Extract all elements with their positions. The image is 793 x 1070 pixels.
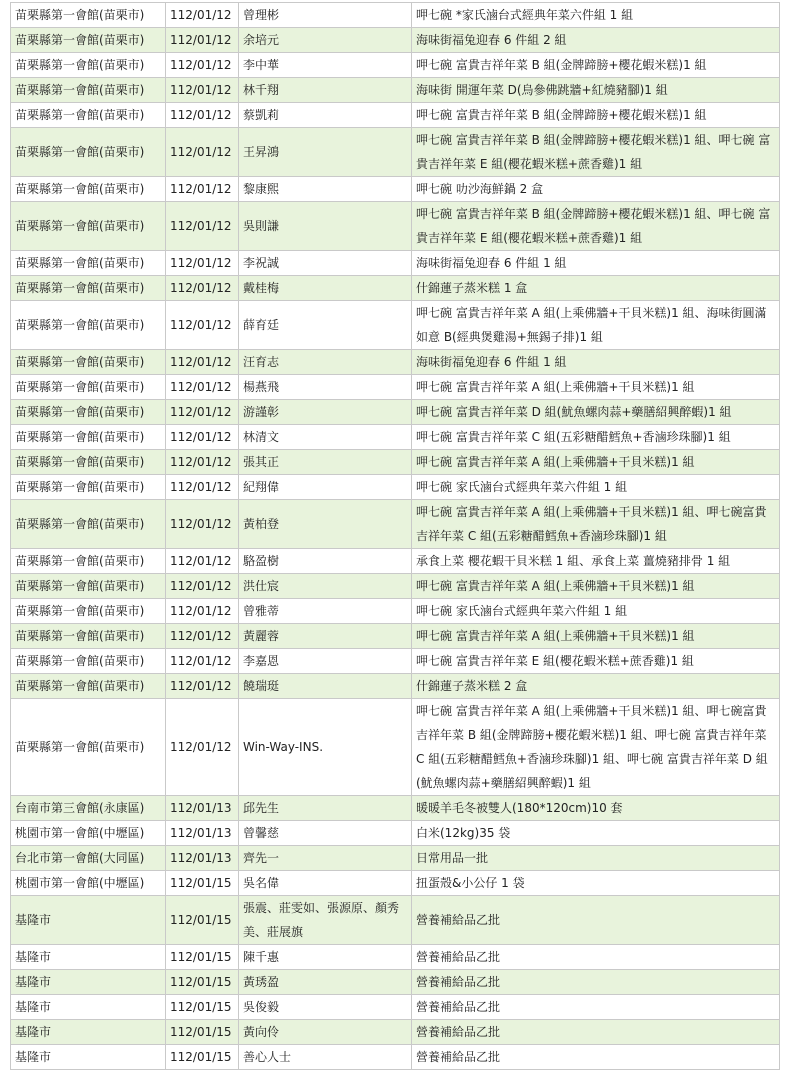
date-cell: 112/01/12 <box>166 276 239 301</box>
item-cell: 呷七碗 富貴吉祥年菜 A 組(上乘佛牆+干貝米糕)1 組、呷七碗富貴吉祥年菜 B 組(金牌蹄膀+櫻花蝦米糕)1 組、呷七碗 富貴吉祥年菜 C 組(五彩糖醋鱈魚+香滷珍珠腳)1 組、呷七碗 富貴吉祥年菜 D 組(魷魚螺肉蒜+藥膳紹興醉蝦)1 組 <box>412 699 780 796</box>
date-cell: 112/01/13 <box>166 796 239 821</box>
donor-cell: 張震、莊雯如、張源原、顏秀美、莊展旗 <box>239 896 412 945</box>
org-cell: 桃園市第一會館(中壢區) <box>11 821 166 846</box>
item-cell: 呷七碗 富貴吉祥年菜 A 組(上乘佛牆+干貝米糕)1 組 <box>412 574 780 599</box>
item-cell: 呷七碗 富貴吉祥年菜 D 組(魷魚螺肉蒜+藥膳紹興醉蝦)1 組 <box>412 400 780 425</box>
org-cell: 苗栗縣第一會館(苗栗市) <box>11 699 166 796</box>
table-row <box>11 796 780 821</box>
item-cell: 扭蛋殼&小公仔 1 袋 <box>412 871 780 896</box>
item-cell: 什錦蓮子蒸米糕 2 盒 <box>412 674 780 699</box>
org-cell: 苗栗縣第一會館(苗栗市) <box>11 549 166 574</box>
item-cell: 呷七碗 富貴吉祥年菜 B 組(金牌蹄膀+櫻花蝦米糕)1 組、呷七碗 富貴吉祥年菜 E 組(櫻花蝦米糕+蔗香雞)1 組 <box>412 128 780 177</box>
item-cell: 營養補給品乙批 <box>412 995 780 1020</box>
date-cell: 112/01/12 <box>166 103 239 128</box>
org-cell: 苗栗縣第一會館(苗栗市) <box>11 425 166 450</box>
item-cell: 呷七碗 家氏滷台式經典年菜六件組 1 組 <box>412 599 780 624</box>
date-cell: 112/01/12 <box>166 574 239 599</box>
date-cell: 112/01/12 <box>166 202 239 251</box>
org-cell: 苗栗縣第一會館(苗栗市) <box>11 450 166 475</box>
table-row <box>11 350 780 375</box>
date-cell: 112/01/15 <box>166 970 239 995</box>
org-cell: 苗栗縣第一會館(苗栗市) <box>11 301 166 350</box>
date-cell: 112/01/12 <box>166 78 239 103</box>
table-row <box>11 276 780 301</box>
table-row <box>11 599 780 624</box>
table-row <box>11 574 780 599</box>
org-cell: 桃園市第一會館(中壢區) <box>11 871 166 896</box>
item-cell: 呷七碗 *家氏滷台式經典年菜六件組 1 組 <box>412 3 780 28</box>
org-cell: 苗栗縣第一會館(苗栗市) <box>11 128 166 177</box>
donation-table <box>10 2 780 1070</box>
date-cell: 112/01/15 <box>166 995 239 1020</box>
table-row <box>11 970 780 995</box>
donor-cell: 吳名偉 <box>239 871 412 896</box>
donor-cell: 林清文 <box>239 425 412 450</box>
date-cell: 112/01/12 <box>166 624 239 649</box>
donor-cell: 蔡凱莉 <box>239 103 412 128</box>
donor-cell: 李祝誠 <box>239 251 412 276</box>
donor-cell: 王昇鴻 <box>239 128 412 177</box>
item-cell: 呷七碗 富貴吉祥年菜 B 組(金牌蹄膀+櫻花蝦米糕)1 組 <box>412 103 780 128</box>
date-cell: 112/01/13 <box>166 821 239 846</box>
donor-cell: 齊先一 <box>239 846 412 871</box>
item-cell: 日常用品一批 <box>412 846 780 871</box>
item-cell: 承食上菜 櫻花蝦干貝米糕 1 組、承食上菜 薑燒豬排骨 1 組 <box>412 549 780 574</box>
org-cell: 台北市第一會館(大同區) <box>11 846 166 871</box>
org-cell: 基隆市 <box>11 995 166 1020</box>
donor-cell: 陳千惠 <box>239 945 412 970</box>
table-row <box>11 400 780 425</box>
item-cell: 營養補給品乙批 <box>412 1020 780 1045</box>
table-row <box>11 28 780 53</box>
date-cell: 112/01/15 <box>166 871 239 896</box>
date-cell: 112/01/12 <box>166 375 239 400</box>
table-row <box>11 177 780 202</box>
item-cell: 營養補給品乙批 <box>412 896 780 945</box>
table-row <box>11 995 780 1020</box>
date-cell: 112/01/12 <box>166 425 239 450</box>
date-cell: 112/01/12 <box>166 3 239 28</box>
table-row <box>11 674 780 699</box>
donor-cell: 林千翔 <box>239 78 412 103</box>
table-row <box>11 425 780 450</box>
org-cell: 苗栗縣第一會館(苗栗市) <box>11 574 166 599</box>
date-cell: 112/01/12 <box>166 177 239 202</box>
org-cell: 苗栗縣第一會館(苗栗市) <box>11 350 166 375</box>
donor-cell: 戴桂梅 <box>239 276 412 301</box>
donor-cell: 黎康熙 <box>239 177 412 202</box>
item-cell: 海味街福兔迎春 6 件組 1 組 <box>412 251 780 276</box>
item-cell: 營養補給品乙批 <box>412 1045 780 1070</box>
org-cell: 苗栗縣第一會館(苗栗市) <box>11 500 166 549</box>
item-cell: 呷七碗 富貴吉祥年菜 A 組(上乘佛牆+干貝米糕)1 組、海味街圓滿如意 B(經典煲雞湯+無錫子排)1 組 <box>412 301 780 350</box>
donation-table-body <box>11 3 780 1070</box>
date-cell: 112/01/12 <box>166 350 239 375</box>
table-row <box>11 53 780 78</box>
date-cell: 112/01/12 <box>166 649 239 674</box>
org-cell: 苗栗縣第一會館(苗栗市) <box>11 475 166 500</box>
table-row <box>11 202 780 251</box>
org-cell: 苗栗縣第一會館(苗栗市) <box>11 103 166 128</box>
donor-cell: 黃柏登 <box>239 500 412 549</box>
item-cell: 暖暖羊毛冬被雙人(180*120cm)10 套 <box>412 796 780 821</box>
org-cell: 苗栗縣第一會館(苗栗市) <box>11 400 166 425</box>
item-cell: 呷七碗 家氏滷台式經典年菜六件組 1 組 <box>412 475 780 500</box>
date-cell: 112/01/13 <box>166 846 239 871</box>
table-row <box>11 549 780 574</box>
donor-cell: 游謹彰 <box>239 400 412 425</box>
date-cell: 112/01/12 <box>166 400 239 425</box>
date-cell: 112/01/12 <box>166 549 239 574</box>
donor-cell: 善心人士 <box>239 1045 412 1070</box>
date-cell: 112/01/12 <box>166 128 239 177</box>
table-row <box>11 624 780 649</box>
donor-cell: 駱盈樹 <box>239 549 412 574</box>
item-cell: 白米(12kg)35 袋 <box>412 821 780 846</box>
date-cell: 112/01/12 <box>166 475 239 500</box>
date-cell: 112/01/12 <box>166 450 239 475</box>
donor-cell: 楊燕飛 <box>239 375 412 400</box>
org-cell: 基隆市 <box>11 1045 166 1070</box>
item-cell: 呷七碗 富貴吉祥年菜 C 組(五彩糖醋鱈魚+香滷珍珠腳)1 組 <box>412 425 780 450</box>
date-cell: 112/01/12 <box>166 674 239 699</box>
table-row <box>11 1020 780 1045</box>
donor-cell: 邱先生 <box>239 796 412 821</box>
date-cell: 112/01/15 <box>166 1045 239 1070</box>
donor-cell: 曾雅蒂 <box>239 599 412 624</box>
donor-cell: 曾馨慈 <box>239 821 412 846</box>
table-row <box>11 871 780 896</box>
org-cell: 苗栗縣第一會館(苗栗市) <box>11 202 166 251</box>
org-cell: 台南市第三會館(永康區) <box>11 796 166 821</box>
org-cell: 基隆市 <box>11 945 166 970</box>
table-row <box>11 251 780 276</box>
date-cell: 112/01/12 <box>166 301 239 350</box>
item-cell: 呷七碗 富貴吉祥年菜 E 組(櫻花蝦米糕+蔗香雞)1 組 <box>412 649 780 674</box>
table-row <box>11 375 780 400</box>
table-row <box>11 649 780 674</box>
table-row <box>11 500 780 549</box>
donor-cell: 洪仕宸 <box>239 574 412 599</box>
donor-cell: 黃向伶 <box>239 1020 412 1045</box>
date-cell: 112/01/12 <box>166 500 239 549</box>
date-cell: 112/01/15 <box>166 1020 239 1045</box>
item-cell: 海味街福兔迎春 6 件組 1 組 <box>412 350 780 375</box>
table-row <box>11 699 780 796</box>
item-cell: 營養補給品乙批 <box>412 970 780 995</box>
item-cell: 呷七碗 富貴吉祥年菜 A 組(上乘佛牆+干貝米糕)1 組 <box>412 375 780 400</box>
item-cell: 什錦蓮子蒸米糕 1 盒 <box>412 276 780 301</box>
donor-cell: 黃琇盈 <box>239 970 412 995</box>
table-row <box>11 475 780 500</box>
date-cell: 112/01/12 <box>166 699 239 796</box>
item-cell: 呷七碗 富貴吉祥年菜 B 組(金牌蹄膀+櫻花蝦米糕)1 組、呷七碗 富貴吉祥年菜 E 組(櫻花蝦米糕+蔗香雞)1 組 <box>412 202 780 251</box>
table-row <box>11 450 780 475</box>
org-cell: 基隆市 <box>11 896 166 945</box>
org-cell: 苗栗縣第一會館(苗栗市) <box>11 177 166 202</box>
date-cell: 112/01/12 <box>166 599 239 624</box>
table-row <box>11 3 780 28</box>
item-cell: 海味街 開運年菜 D(烏參佛跳牆+紅燒豬腳)1 組 <box>412 78 780 103</box>
date-cell: 112/01/15 <box>166 896 239 945</box>
donor-cell: 張其正 <box>239 450 412 475</box>
table-row <box>11 78 780 103</box>
donor-cell: 黃麗蓉 <box>239 624 412 649</box>
table-row <box>11 128 780 177</box>
donor-cell: 吳俊毅 <box>239 995 412 1020</box>
donor-cell: Win-Way-INS. <box>239 699 412 796</box>
item-cell: 呷七碗 富貴吉祥年菜 A 組(上乘佛牆+干貝米糕)1 組 <box>412 450 780 475</box>
donor-cell: 紀翔偉 <box>239 475 412 500</box>
donor-cell: 汪育志 <box>239 350 412 375</box>
org-cell: 苗栗縣第一會館(苗栗市) <box>11 674 166 699</box>
date-cell: 112/01/12 <box>166 53 239 78</box>
org-cell: 苗栗縣第一會館(苗栗市) <box>11 599 166 624</box>
org-cell: 基隆市 <box>11 970 166 995</box>
org-cell: 基隆市 <box>11 1020 166 1045</box>
item-cell: 營養補給品乙批 <box>412 945 780 970</box>
date-cell: 112/01/15 <box>166 945 239 970</box>
date-cell: 112/01/12 <box>166 251 239 276</box>
org-cell: 苗栗縣第一會館(苗栗市) <box>11 251 166 276</box>
table-row <box>11 301 780 350</box>
item-cell: 呷七碗 富貴吉祥年菜 B 組(金牌蹄膀+櫻花蝦米糕)1 組 <box>412 53 780 78</box>
item-cell: 呷七碗 富貴吉祥年菜 A 組(上乘佛牆+干貝米糕)1 組、呷七碗富貴吉祥年菜 C 組(五彩糖醋鱈魚+香滷珍珠腳)1 組 <box>412 500 780 549</box>
org-cell: 苗栗縣第一會館(苗栗市) <box>11 276 166 301</box>
donor-cell: 李中華 <box>239 53 412 78</box>
donor-cell: 李嘉恩 <box>239 649 412 674</box>
table-row <box>11 846 780 871</box>
org-cell: 苗栗縣第一會館(苗栗市) <box>11 53 166 78</box>
donor-cell: 薛育廷 <box>239 301 412 350</box>
table-row <box>11 821 780 846</box>
org-cell: 苗栗縣第一會館(苗栗市) <box>11 649 166 674</box>
donor-cell: 饒瑞珽 <box>239 674 412 699</box>
table-row <box>11 896 780 945</box>
org-cell: 苗栗縣第一會館(苗栗市) <box>11 624 166 649</box>
item-cell: 呷七碗 富貴吉祥年菜 A 組(上乘佛牆+干貝米糕)1 組 <box>412 624 780 649</box>
table-row <box>11 945 780 970</box>
date-cell: 112/01/12 <box>166 28 239 53</box>
donor-cell: 曾理彬 <box>239 3 412 28</box>
table-row <box>11 103 780 128</box>
org-cell: 苗栗縣第一會館(苗栗市) <box>11 375 166 400</box>
org-cell: 苗栗縣第一會館(苗栗市) <box>11 3 166 28</box>
item-cell: 呷七碗 叻沙海鮮鍋 2 盒 <box>412 177 780 202</box>
item-cell: 海味街福兔迎春 6 件組 2 組 <box>412 28 780 53</box>
org-cell: 苗栗縣第一會館(苗栗市) <box>11 28 166 53</box>
org-cell: 苗栗縣第一會館(苗栗市) <box>11 78 166 103</box>
donor-cell: 余培元 <box>239 28 412 53</box>
donor-cell: 吳則謙 <box>239 202 412 251</box>
table-row <box>11 1045 780 1070</box>
